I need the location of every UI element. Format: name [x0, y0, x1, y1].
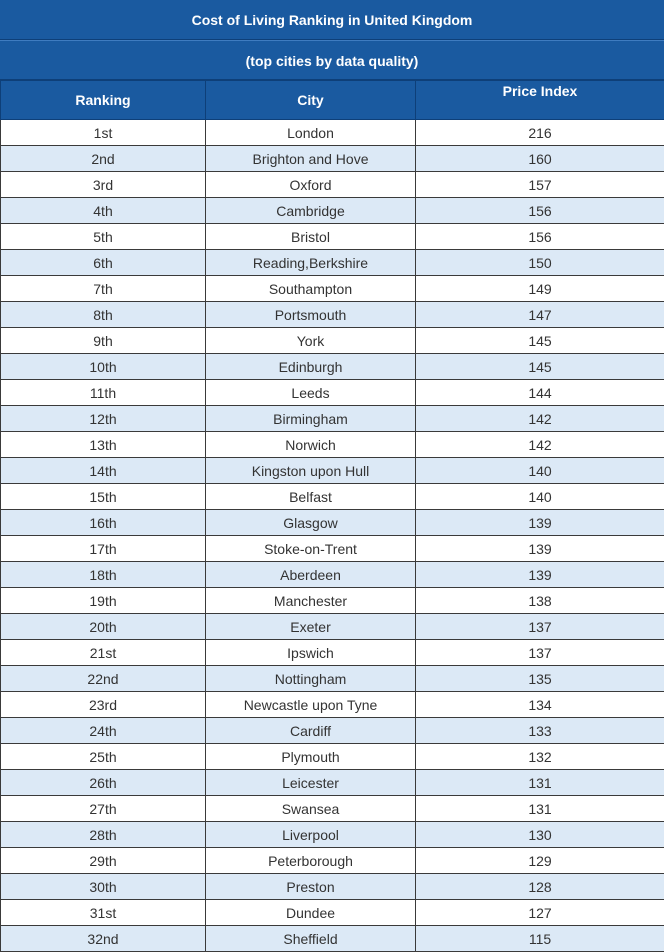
price-index-cell: 156 — [416, 224, 664, 250]
price-index-cell: 137 — [416, 640, 664, 666]
ranking-cell: 19th — [1, 588, 206, 614]
table-row — [1, 848, 664, 874]
table-row — [1, 822, 664, 848]
table-row — [1, 640, 664, 666]
city-cell: Reading,Berkshire — [206, 250, 416, 276]
ranking-cell: 28th — [1, 822, 206, 848]
city-cell: Cambridge — [206, 198, 416, 224]
price-index-cell: 135 — [416, 666, 664, 692]
ranking-cell: 21st — [1, 640, 206, 666]
table-row — [1, 406, 664, 432]
table-title: Cost of Living Ranking in United Kingdom — [0, 0, 664, 40]
table-row — [1, 250, 664, 276]
ranking-cell: 29th — [1, 848, 206, 874]
table-row — [1, 224, 664, 250]
ranking-cell: 32nd — [1, 926, 206, 952]
price-index-cell: 132 — [416, 744, 664, 770]
city-cell: Portsmouth — [206, 302, 416, 328]
table-row — [1, 172, 664, 198]
price-index-cell: 216 — [416, 120, 664, 146]
table-row — [1, 276, 664, 302]
ranking-cell: 23rd — [1, 692, 206, 718]
price-index-cell: 129 — [416, 848, 664, 874]
price-index-cell: 130 — [416, 822, 664, 848]
price-index-cell: 131 — [416, 770, 664, 796]
table-row — [1, 692, 664, 718]
city-cell: London — [206, 120, 416, 146]
ranking-cell: 17th — [1, 536, 206, 562]
price-index-cell: 142 — [416, 406, 664, 432]
city-cell: Newcastle upon Tyne — [206, 692, 416, 718]
city-cell: Belfast — [206, 484, 416, 510]
ranking-cell: 3rd — [1, 172, 206, 198]
city-cell: Southampton — [206, 276, 416, 302]
ranking-cell: 8th — [1, 302, 206, 328]
price-index-cell: 139 — [416, 536, 664, 562]
ranking-cell: 12th — [1, 406, 206, 432]
price-index-cell: 131 — [416, 796, 664, 822]
price-index-cell: 140 — [416, 458, 664, 484]
table-row — [1, 458, 664, 484]
price-index-cell: 138 — [416, 588, 664, 614]
city-cell: Plymouth — [206, 744, 416, 770]
city-cell: Exeter — [206, 614, 416, 640]
column-header-city: City — [206, 81, 416, 120]
price-index-cell: 150 — [416, 250, 664, 276]
ranking-cell: 31st — [1, 900, 206, 926]
city-cell: Manchester — [206, 588, 416, 614]
price-index-cell: 157 — [416, 172, 664, 198]
price-index-cell: 137 — [416, 614, 664, 640]
city-cell: Kingston upon Hull — [206, 458, 416, 484]
table-row — [1, 562, 664, 588]
table-row — [1, 432, 664, 458]
table-row — [1, 926, 664, 952]
city-cell: Leicester — [206, 770, 416, 796]
price-index-cell: 127 — [416, 900, 664, 926]
table-row — [1, 614, 664, 640]
table-row — [1, 770, 664, 796]
city-cell: Oxford — [206, 172, 416, 198]
table-row — [1, 796, 664, 822]
table-row — [1, 354, 664, 380]
ranking-cell: 10th — [1, 354, 206, 380]
city-cell: Dundee — [206, 900, 416, 926]
column-header-price-index: Price Index — [416, 81, 664, 120]
price-index-cell: 145 — [416, 354, 664, 380]
city-cell: Edinburgh — [206, 354, 416, 380]
ranking-cell: 30th — [1, 874, 206, 900]
price-index-cell: 156 — [416, 198, 664, 224]
price-index-cell: 160 — [416, 146, 664, 172]
table-row — [1, 744, 664, 770]
ranking-cell: 15th — [1, 484, 206, 510]
header-row — [1, 81, 664, 120]
table-row — [1, 146, 664, 172]
city-cell: Brighton and Hove — [206, 146, 416, 172]
ranking-cell: 5th — [1, 224, 206, 250]
table-row — [1, 900, 664, 926]
city-cell: Nottingham — [206, 666, 416, 692]
city-cell: Stoke-on-Trent — [206, 536, 416, 562]
city-cell: Liverpool — [206, 822, 416, 848]
ranking-cell: 7th — [1, 276, 206, 302]
city-cell: Bristol — [206, 224, 416, 250]
table-row — [1, 666, 664, 692]
ranking-cell: 6th — [1, 250, 206, 276]
city-cell: Cardiff — [206, 718, 416, 744]
ranking-cell: 11th — [1, 380, 206, 406]
table-row — [1, 510, 664, 536]
price-index-cell: 144 — [416, 380, 664, 406]
price-index-cell: 149 — [416, 276, 664, 302]
ranking-cell: 16th — [1, 510, 206, 536]
ranking-cell: 20th — [1, 614, 206, 640]
city-cell: Aberdeen — [206, 562, 416, 588]
ranking-cell: 9th — [1, 328, 206, 354]
city-cell: Preston — [206, 874, 416, 900]
price-index-cell: 147 — [416, 302, 664, 328]
city-cell: Birmingham — [206, 406, 416, 432]
column-header-ranking: Ranking — [1, 81, 206, 120]
table-row — [1, 588, 664, 614]
city-cell: Leeds — [206, 380, 416, 406]
ranking-cell: 24th — [1, 718, 206, 744]
ranking-cell: 2nd — [1, 146, 206, 172]
table-row — [1, 328, 664, 354]
price-index-cell: 142 — [416, 432, 664, 458]
price-index-cell: 145 — [416, 328, 664, 354]
city-cell: Glasgow — [206, 510, 416, 536]
table-row — [1, 718, 664, 744]
price-index-cell: 134 — [416, 692, 664, 718]
table-row — [1, 484, 664, 510]
ranking-cell: 13th — [1, 432, 206, 458]
price-index-cell: 128 — [416, 874, 664, 900]
ranking-cell: 18th — [1, 562, 206, 588]
ranking-cell: 25th — [1, 744, 206, 770]
price-index-cell: 133 — [416, 718, 664, 744]
ranking-table — [0, 80, 664, 952]
table-subtitle: (top cities by data quality) — [0, 40, 664, 80]
city-cell: Ipswich — [206, 640, 416, 666]
city-cell: Norwich — [206, 432, 416, 458]
city-cell: Sheffield — [206, 926, 416, 952]
price-index-cell: 115 — [416, 926, 664, 952]
table-row — [1, 874, 664, 900]
table-row — [1, 302, 664, 328]
ranking-cell: 26th — [1, 770, 206, 796]
city-cell: Swansea — [206, 796, 416, 822]
table-row — [1, 120, 664, 146]
ranking-cell: 22nd — [1, 666, 206, 692]
table-row — [1, 536, 664, 562]
city-cell: Peterborough — [206, 848, 416, 874]
table-row — [1, 198, 664, 224]
ranking-cell: 1st — [1, 120, 206, 146]
price-index-cell: 140 — [416, 484, 664, 510]
price-index-cell: 139 — [416, 562, 664, 588]
table-body — [1, 120, 664, 952]
ranking-cell: 4th — [1, 198, 206, 224]
city-cell: York — [206, 328, 416, 354]
price-index-cell: 139 — [416, 510, 664, 536]
ranking-cell: 27th — [1, 796, 206, 822]
table-row — [1, 380, 664, 406]
ranking-cell: 14th — [1, 458, 206, 484]
